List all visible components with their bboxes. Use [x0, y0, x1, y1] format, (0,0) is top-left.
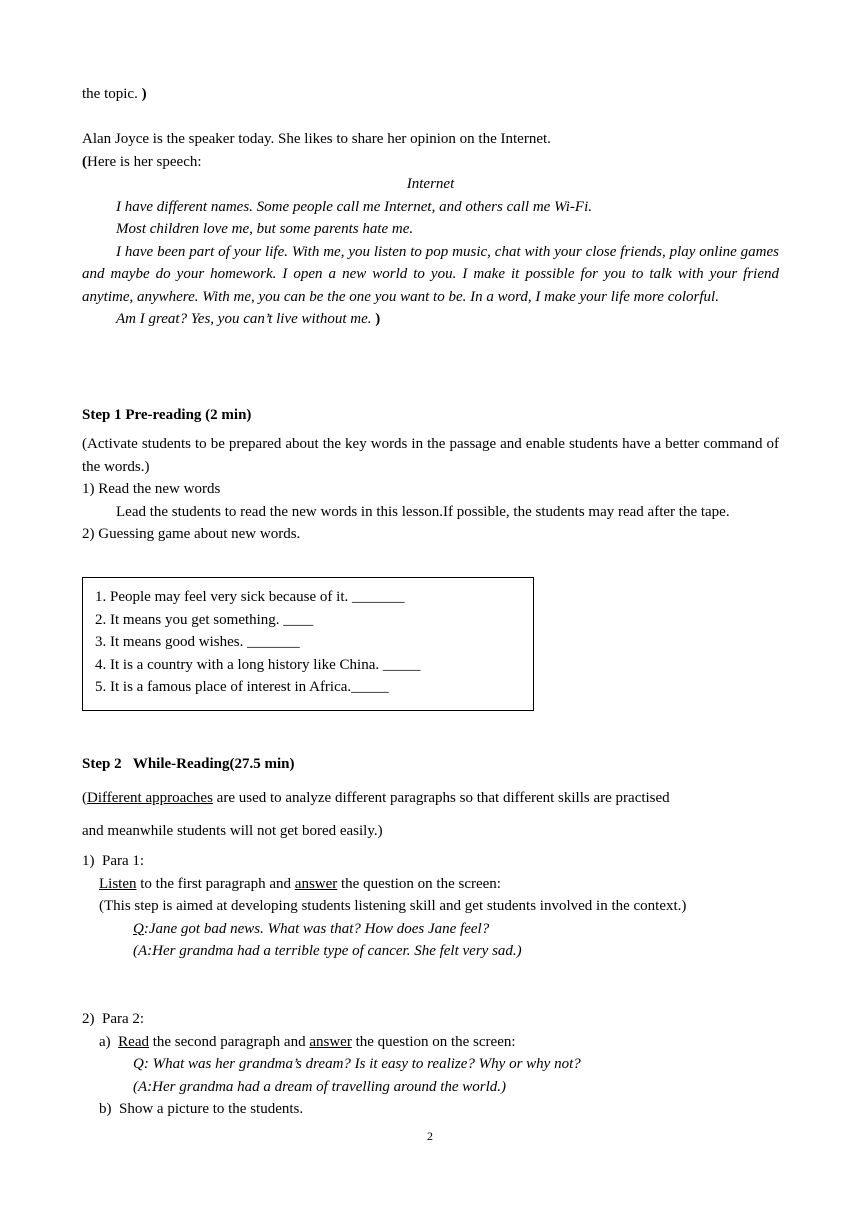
step1-item1: 1) Read the new words: [82, 481, 221, 497]
step1-item1-detail: Lead the students to read the new words in this lesson.If possible, the students may read after the tape.: [116, 503, 730, 520]
para2-question: Q: What was her grandma’s dream? Is it easy to realize? Why or why not?: [133, 1056, 581, 1072]
step1-body: [82, 433, 779, 546]
step1-aim: (Activate students to be prepared about the key words in the passage and enable students have a better command of the words.): [82, 436, 779, 475]
answer-word: answer: [309, 1033, 352, 1050]
para2-instruction: [82, 1031, 779, 1054]
speech-title: Internet: [406, 176, 455, 192]
speech-close-paren: ): [375, 311, 381, 327]
speech-open-paren: (: [82, 153, 87, 170]
speech-closing-text: Am I great? Yes, you can’t live without me.: [116, 311, 376, 327]
para1-question: [82, 918, 779, 941]
para1-mid: to the first paragraph and: [136, 875, 295, 892]
para2-section: [82, 1008, 779, 1121]
step1-heading-text: Step 1 Pre-reading (2 min): [82, 407, 252, 423]
speech-paragraph-1: I have different names. Some people call me Internet, and others call me Wi-Fi.: [116, 198, 592, 215]
aim-open-paren: (: [82, 790, 87, 806]
para1-instruction: [82, 873, 779, 896]
para1-label: 1) Para 1:: [82, 853, 145, 869]
topic-line: [82, 83, 779, 106]
step2-heading-text: Step 2 While-Reading(27.5 min): [82, 756, 295, 772]
para2-mid: the second paragraph and: [148, 1033, 310, 1050]
para2-a-label: a): [99, 1033, 119, 1050]
topic-text: the topic.: [82, 86, 142, 102]
aim-rest: are used to analyze different paragraphs so that different skills are practised: [212, 790, 670, 806]
para2-tail: the question on the screen:: [351, 1033, 516, 1050]
step2-aim-cont: [82, 820, 779, 843]
step2-aim: [82, 787, 779, 810]
speech-paragraph-3: I have been part of your life. With me, you listen to pop music, chat with your close friends, play online games and maybe do your homework. I open a new world to you. I make it possible for you to talk with your friend anytime, anywhere. With me, you can be the one you want to be. In a word, I make your life more colorful.: [82, 243, 779, 305]
speech-paragraph-2: Most children love me, but some parents hate me.: [116, 221, 414, 237]
game-item: 2. It means you get something. ____: [95, 611, 314, 628]
speaker-line: Alan Joyce is the speaker today. She likes to share her opinion on the Internet.: [82, 131, 551, 147]
step2-aim-line1: [82, 787, 779, 810]
topic-close: ): [141, 86, 147, 102]
step1-item2: 2) Guessing game about new words.: [82, 526, 301, 542]
para1-question-text: :Jane got bad news. What was that? How does Jane feel?: [143, 920, 490, 937]
different-approaches: Different approaches: [87, 790, 213, 806]
speech-intro-line: [82, 151, 779, 174]
speech-paragraph-4: [82, 308, 779, 331]
listen-word: Listen: [99, 875, 137, 892]
para1-section: [82, 850, 779, 963]
para1-tail: the question on the screen:: [337, 875, 501, 892]
para2-item-b: b) Show a picture to the students.: [99, 1101, 304, 1117]
guessing-game-box: [82, 577, 534, 711]
page-number: 2: [427, 1129, 433, 1143]
step2-heading: [82, 753, 779, 776]
para1-aim: (This step is aimed at developing students listening skill and get students involved in the context.): [99, 898, 687, 914]
para2-answer: (A:Her grandma had a dream of travelling around the world.): [133, 1078, 507, 1095]
game-item: 3. It means good wishes. _______: [95, 634, 300, 650]
step1-heading: [82, 404, 779, 427]
para2-label: 2) Para 2:: [82, 1011, 145, 1027]
para1-answer: (A:Her grandma had a terrible type of cancer. She felt very sad.): [133, 943, 522, 959]
read-word: Read: [118, 1033, 149, 1050]
game-item: 5. It is a famous place of interest in Africa._____: [95, 679, 389, 695]
game-item: 4. It is a country with a long history like China. _____: [95, 656, 421, 673]
speech-block: [82, 128, 779, 331]
game-item: 1. People may feel very sick because of it. _______: [95, 589, 405, 605]
q-label: Q: [133, 920, 144, 937]
step2-aim-line2: and meanwhile students will not get bored easily.): [82, 823, 383, 839]
speech-intro: Here is her speech:: [87, 153, 202, 170]
answer-word: answer: [294, 875, 338, 892]
